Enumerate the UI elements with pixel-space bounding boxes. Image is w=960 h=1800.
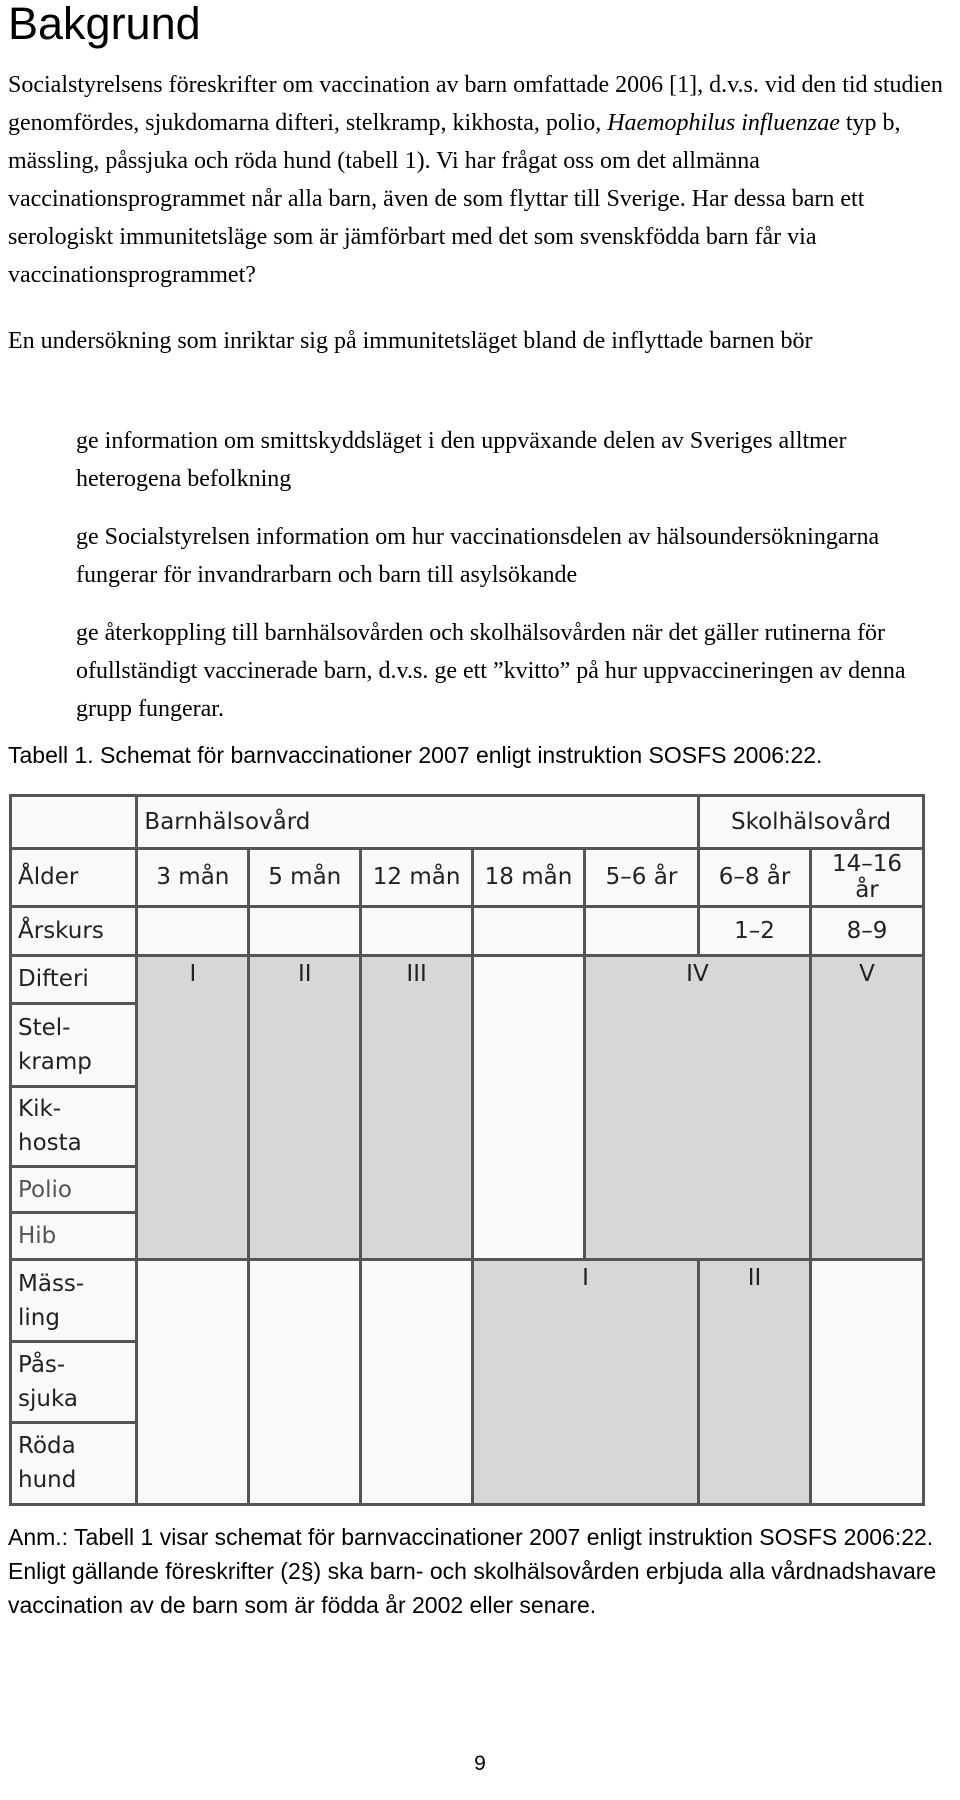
table-cell [137, 906, 249, 955]
row-label-line: hund [18, 1467, 77, 1494]
age-cell: 6–8 år [699, 848, 811, 906]
row-label [11, 1422, 137, 1505]
row-label-line: kramp [18, 1048, 92, 1075]
table-row [11, 848, 924, 906]
row-label [11, 1086, 137, 1166]
table-cell [249, 1259, 361, 1504]
table-cell [11, 796, 137, 849]
row-label [11, 1342, 137, 1422]
group-header-shv: Skolhälsovård [699, 796, 924, 849]
age-cell: 14–16 år [810, 848, 923, 906]
dose-cell: I [137, 955, 249, 1259]
table-note: Anm.: Tabell 1 visar schemat för barnvaccinationer 2007 enligt instruktion SOSFS 2006:22. Enligt gällande föreskrifter (2§) ska barn- och skolhälsovården erbjuda alla vårdnadshavare vaccination av de barn som är födda år 2002 eller senare. [8, 1524, 937, 1618]
age-cell: 3 mån [137, 848, 249, 906]
grade-cell: 1–2 [699, 906, 811, 955]
table-cell [584, 906, 698, 955]
table-row [11, 955, 924, 1004]
row-label: Årskurs [11, 906, 137, 955]
table-cell [473, 906, 585, 955]
age-cell: 5–6 år [584, 848, 698, 906]
paragraph-text-c: typ b, mässling, påssjuka och röda hund (tabell 1). Vi har frågat oss om det allmänna vaccinationsprogrammet når alla barn, även de som flyttar till Sverige. Har dessa barn ett serologiskt immunitetsläge som är jämförbart med det som svenskfödda barn får via vaccinationsprogrammet? [8, 110, 901, 288]
row-label: Difteri [11, 955, 137, 1004]
age-cell: 5 mån [249, 848, 361, 906]
table-cell [361, 1259, 473, 1504]
row-label: Hib [11, 1213, 137, 1259]
row-label-line: Stel- [18, 1014, 71, 1041]
row-label-line: Kik- [18, 1096, 62, 1123]
table-row [11, 1259, 924, 1341]
row-label-line: Röda [18, 1433, 76, 1460]
row-label [11, 1004, 137, 1086]
dose-cell: II [249, 955, 361, 1259]
study-paragraph: En undersökning som inriktar sig på immunitetsläget bland de inflyttade barnen bör [8, 328, 813, 354]
group-header-bhv: Barnhälsovård [137, 796, 699, 849]
row-label-line: hosta [18, 1130, 82, 1157]
vaccination-schedule-table [9, 794, 925, 1506]
age-cell: 12 mån [361, 848, 473, 906]
row-label [11, 1259, 137, 1341]
list-item: ge Socialstyrelsen information om hur vaccinationsdelen av hälsoundersökningarna fungerar för invandrarbarn och barn till asylsökande [76, 524, 880, 588]
background-paragraph [8, 66, 958, 294]
row-label-line: ling [18, 1304, 60, 1331]
paragraph-text-italic: Haemophilus influenzae [607, 110, 840, 136]
list-item: ge information om smittskyddsläget i den uppväxande delen av Sveriges alltmer heterogena befolkning [76, 428, 847, 492]
dose-cell: IV [584, 955, 810, 1259]
row-label-line: Mäss- [18, 1270, 85, 1297]
page-number: 9 [474, 1752, 486, 1775]
dose-cell: V [810, 955, 923, 1259]
goal-list [76, 422, 956, 748]
grade-cell: 8–9 [810, 906, 923, 955]
dose-cell: III [361, 955, 473, 1259]
section-heading: Bakgrund [8, 0, 201, 49]
dose-cell: II [699, 1259, 811, 1504]
table-cell [361, 906, 473, 955]
table-row [11, 796, 924, 849]
table-row [11, 906, 924, 955]
table-cell [473, 955, 585, 1259]
row-label: Polio [11, 1166, 137, 1212]
row-label-line: sjuka [18, 1385, 78, 1412]
row-label-line: Pås- [18, 1351, 66, 1378]
table-cell [249, 906, 361, 955]
row-label: Ålder [11, 848, 137, 906]
age-cell: 18 mån [473, 848, 585, 906]
paragraph-text-a: Socialstyrelsens föreskrifter om vaccination av barn omfattade 2006 [1], d.v.s. vid den tid studien genomfördes, sjukdomarna difteri, stelkramp, kikhosta, polio, [8, 72, 943, 136]
table-caption: Tabell 1. Schemat för barnvaccinationer 2007 enligt instruktion SOSFS 2006:22. [8, 742, 823, 768]
table-cell [810, 1259, 923, 1504]
dose-cell: I [473, 1259, 699, 1504]
list-item: ge återkoppling till barnhälsovården och skolhälsovården när det gäller rutinerna för ofullständigt vaccinerade barn, d.v.s. ge ett ”kvitto” på hur uppvaccineringen av denna grupp fungerar. [76, 620, 906, 722]
table-cell [137, 1259, 249, 1504]
